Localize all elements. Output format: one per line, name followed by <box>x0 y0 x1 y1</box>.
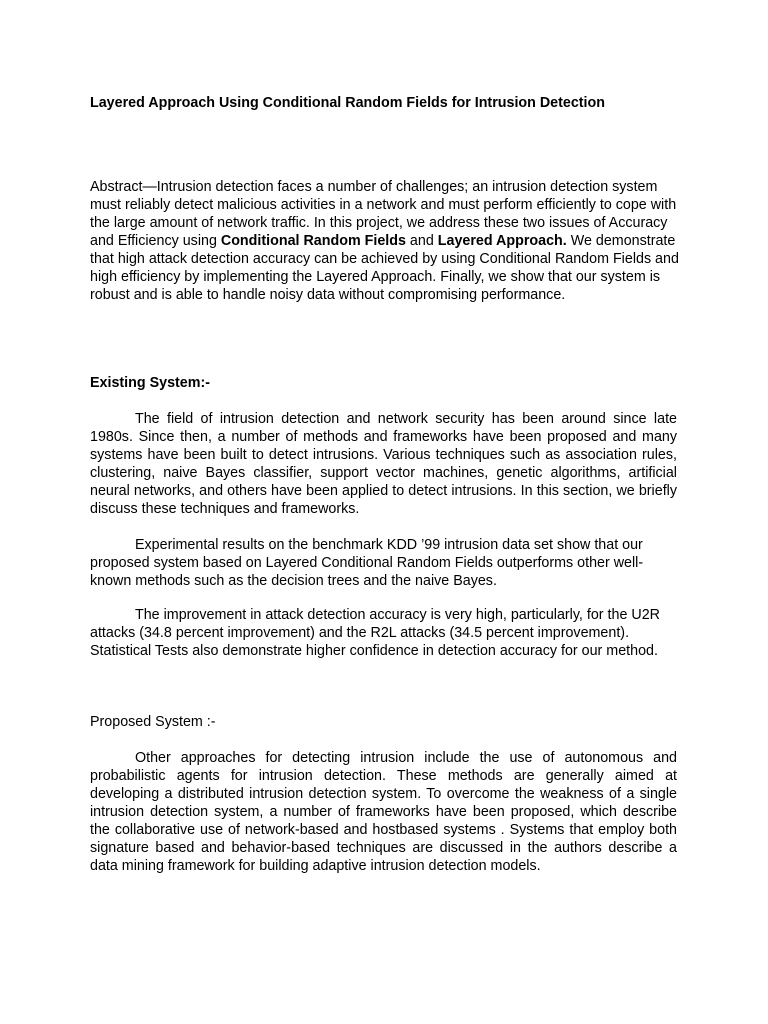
proposed-paragraph: Other approaches for detecting intrusion include the use of autonomous and probabilistic agents for intrusion detection. These methods are generally aimed at developing a distributed intrusion detection system. To overcome the weakness of a single intrusion detection system, a number of frameworks have been proposed, which describe the collaborative use of network-based and hostbased systems . Systems that employ both signature based and behavior-based techniques are discussed in the authors describe a data mining framework for building adaptive intrusion detection models. <box>90 750 677 874</box>
existing-paragraph-2: Experimental results on the benchmark KDD ’99 intrusion data set show that our proposed system based on Layered Conditional Random Fields outperforms other well-known methods such as the decision trees and the naive Bayes. <box>90 537 644 589</box>
abstract-paragraph <box>90 178 680 304</box>
abstract-bold-crf: Conditional Random Fields <box>220 233 406 249</box>
proposed-system-heading: Proposed System :- <box>90 714 216 730</box>
existing-paragraph-3: The improvement in attack detection accuracy is very high, particularly, for the U2R attacks (34.8 percent improvement) and the R2L attacks (34.5 percent improvement). Statistical Tests also demonstrate higher confidence in detection accuracy for our method. <box>90 607 660 659</box>
abstract-text-3: We demonstrate that high attack detection accuracy can be achieved by using Conditional Random Fields and high efficiency by implementing the Layered Approach. Finally, we show that our system is robust and is able to handle noisy data without compromising performance. <box>90 233 679 303</box>
existing-paragraph-1: The field of intrusion detection and network security has been around since late 1980s. Since then, a number of methods and frameworks have been proposed and many systems have been built to detect intrusions. Various techniques such as association rules, clustering, naive Bayes classifier, support vector machines, genetic algorithms, artificial neural networks, and others have been applied to detect intrusions. In this section, we briefly discuss these techniques and frameworks. <box>90 411 677 517</box>
abstract-text-2: and <box>405 233 438 249</box>
abstract-bold-layered: Layered Approach. <box>437 233 567 249</box>
abstract-text-1: Abstract—Intrusion detection faces a number of challenges; an intrusion detection system must reliably detect malicious activities in a network and must perform efficiently to cope with the large amount of network traffic. In this project, we address these two issues of Accuracy and Efficiency using <box>90 179 677 249</box>
existing-system-heading: Existing System:- <box>90 375 210 391</box>
document-title: Layered Approach Using Conditional Random Fields for Intrusion Detection <box>90 95 605 111</box>
